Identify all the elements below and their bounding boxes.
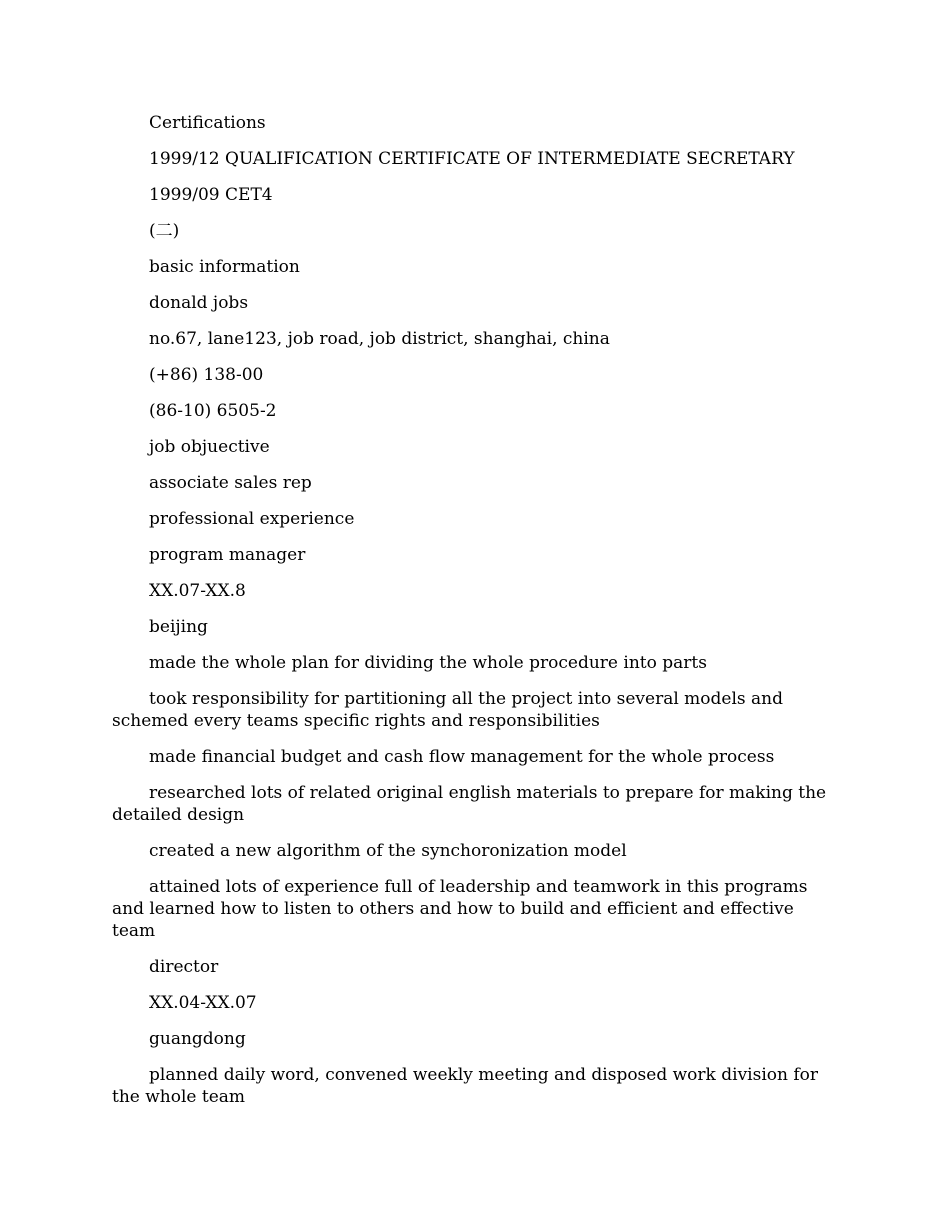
section-heading-professional-experience: professional experience [149,509,355,529]
certification-item: 1999/12 QUALIFICATION CERTIFICATE OF INTERMEDIATE SECRETARY [149,149,795,169]
job-duty: made financial budget and cash flow management for the whole process [149,747,775,767]
job-duty: made the whole plan for dividing the whole procedure into parts [149,653,707,673]
mobile-phone: (+86) 138-00 [149,365,264,385]
section-heading-certifications: Certifications [149,113,266,133]
person-name: donald jobs [149,293,249,313]
job-dates: XX.04-XX.07 [149,993,257,1013]
job-objective-value: associate sales rep [149,473,312,493]
job-location: guangdong [149,1029,246,1049]
job-dates: XX.07-XX.8 [149,581,246,601]
job-duty: attained lots of experience full of leadership and teamwork in this programs and learned how to listen to others and how to build and efficient and effective team [112,877,808,941]
certification-item: 1999/09 CET4 [149,185,273,205]
section-number: (二) [149,221,180,241]
job-location: beijing [149,617,208,637]
job-duty: planned daily word, convened weekly meeting and disposed work division for the whole team [112,1065,819,1107]
address: no.67, lane123, job road, job district, shanghai, china [149,329,610,349]
office-phone: (86-10) 6505-2 [149,401,277,421]
job-duty: researched lots of related original english materials to prepare for making the detailed design [112,783,827,825]
job-title: director [149,957,219,977]
document-page [112,112,838,1122]
job-title: program manager [149,545,306,565]
section-heading-job-objective: job objuective [149,437,270,457]
job-duty: created a new algorithm of the synchoronization model [149,841,627,861]
job-duty: took responsibility for partitioning all the project into several models and schemed every teams specific rights and responsibilities [112,689,783,731]
section-heading-basic-information: basic information [149,257,300,277]
